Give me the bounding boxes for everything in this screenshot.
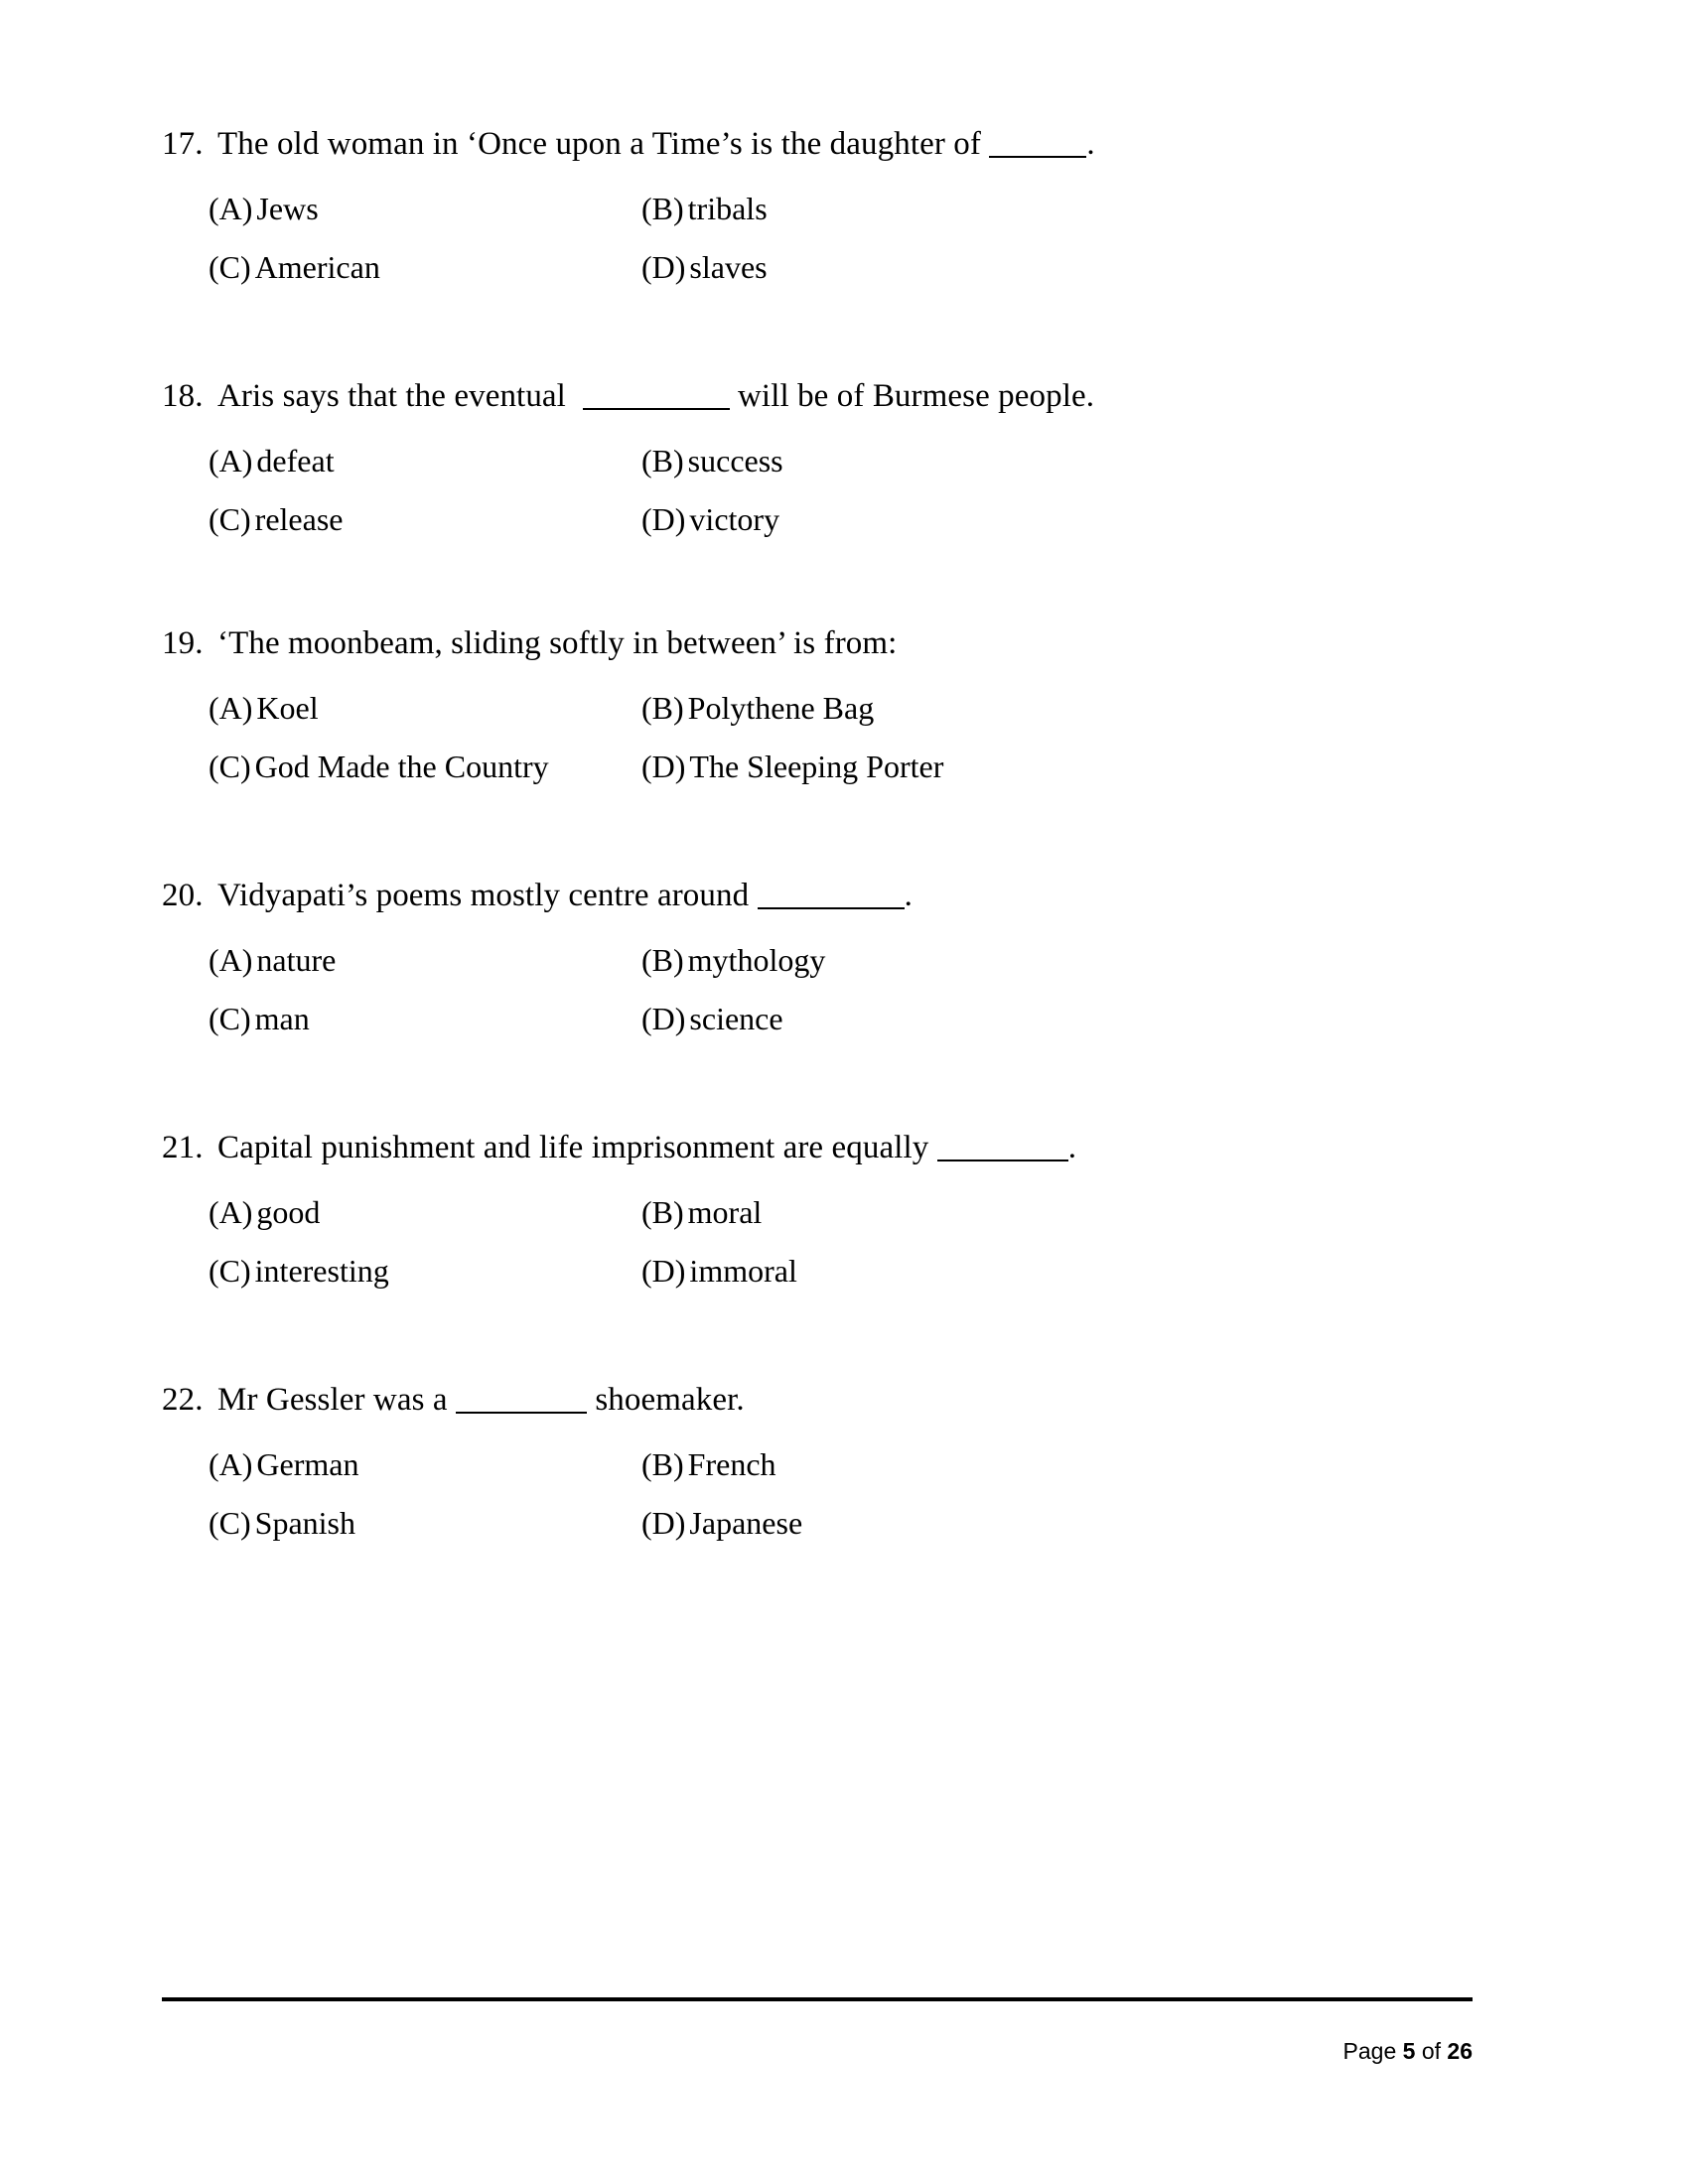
option-label: immoral	[689, 1252, 797, 1289]
option-label: The Sleeping Porter	[689, 748, 944, 784]
question-text-after-blank: .	[904, 878, 913, 914]
footer-prefix: Page	[1342, 2038, 1403, 2064]
footer-current-page: 5	[1402, 2038, 1416, 2064]
option-label: God Made the Country	[254, 748, 549, 784]
question-text-before-blank: Vidyapati’s poems mostly centre around	[217, 878, 758, 914]
question-text-after-blank: .	[1067, 1130, 1077, 1166]
option-label: Polythene Bag	[687, 690, 875, 727]
option-key: (B)	[641, 191, 684, 227]
page-number-label	[162, 2011, 1473, 2092]
options-row	[209, 1504, 1473, 1542]
question-line	[162, 371, 1473, 416]
option-a[interactable]	[209, 442, 641, 479]
question-line	[162, 119, 1473, 164]
option-a[interactable]	[209, 1445, 641, 1483]
options-row	[209, 1000, 1473, 1037]
option-label: success	[687, 443, 783, 479]
option-key: (A)	[209, 690, 253, 727]
options-row	[209, 689, 1473, 727]
options-group	[162, 1193, 1473, 1290]
question-text	[217, 623, 897, 663]
option-b[interactable]	[641, 1193, 1473, 1231]
options-row	[209, 248, 1473, 286]
options-row	[209, 1252, 1473, 1290]
footer-total-pages: 26	[1447, 2038, 1473, 2064]
option-label: French	[687, 1446, 776, 1483]
questions-container	[162, 119, 1473, 1542]
option-d[interactable]	[641, 748, 1473, 785]
option-label: defeat	[256, 443, 335, 479]
option-key: (B)	[641, 1446, 684, 1483]
options-group	[162, 689, 1473, 785]
question-block	[162, 1375, 1473, 1542]
option-a[interactable]	[209, 190, 641, 227]
option-label: victory	[689, 500, 780, 537]
option-key: (C)	[209, 1504, 251, 1541]
option-key: (D)	[641, 748, 686, 784]
footer-divider	[162, 1997, 1473, 2001]
question-number: 19.	[162, 625, 204, 662]
option-key: (A)	[209, 443, 253, 479]
question-text-after-blank: shoemaker.	[586, 1382, 745, 1419]
question-block	[162, 1123, 1473, 1290]
question-text	[217, 1123, 1076, 1167]
options-group	[162, 941, 1473, 1037]
question-number: 21.	[162, 1130, 204, 1166]
option-key: (C)	[209, 748, 251, 784]
options-row	[209, 190, 1473, 227]
option-key: (D)	[641, 1000, 686, 1036]
options-row	[209, 442, 1473, 479]
option-key: (D)	[641, 500, 686, 537]
question-line	[162, 1375, 1473, 1420]
question-text-after-blank: .	[1086, 126, 1095, 162]
option-label: mythology	[687, 942, 826, 979]
question-block	[162, 623, 1473, 785]
question-number: 18.	[162, 378, 204, 415]
question-text	[217, 371, 1094, 416]
option-label: Jews	[256, 191, 319, 227]
answer-blank[interactable]	[456, 1379, 587, 1414]
option-label: interesting	[254, 1252, 389, 1289]
options-row	[209, 1193, 1473, 1231]
option-label: German	[256, 1446, 359, 1483]
options-group	[162, 190, 1473, 286]
option-a[interactable]	[209, 941, 641, 979]
option-key: (D)	[641, 248, 686, 285]
option-b[interactable]	[641, 190, 1473, 227]
option-key: (B)	[641, 1194, 684, 1231]
question-text	[217, 119, 1095, 164]
question-text-before-blank: ‘The moonbeam, sliding softly in between’ is from:	[217, 625, 898, 662]
question-line	[162, 871, 1473, 915]
option-key: (A)	[209, 1194, 253, 1231]
option-key: (A)	[209, 191, 253, 227]
answer-blank[interactable]	[937, 1127, 1068, 1161]
option-label: slaves	[689, 248, 768, 285]
options-row	[209, 748, 1473, 785]
footer-separator: of	[1415, 2038, 1448, 2064]
option-d[interactable]	[641, 1000, 1473, 1037]
option-label: nature	[256, 942, 337, 979]
option-a[interactable]	[209, 1193, 641, 1231]
question-number: 17.	[162, 126, 204, 162]
option-key: (B)	[641, 942, 684, 979]
answer-blank[interactable]	[758, 875, 905, 909]
answer-blank[interactable]	[989, 123, 1086, 158]
question-block	[162, 371, 1473, 538]
question-line	[162, 623, 1473, 663]
options-row	[209, 1445, 1473, 1483]
question-text-before-blank: Capital punishment and life imprisonment are equally	[217, 1130, 937, 1166]
option-label: Japanese	[689, 1504, 803, 1541]
question-text	[217, 871, 913, 915]
question-text	[217, 1375, 745, 1420]
option-key: (D)	[641, 1252, 686, 1289]
question-text-after-blank: will be of Burmese people.	[729, 378, 1095, 415]
option-label: science	[689, 1000, 783, 1036]
option-d[interactable]	[641, 248, 1473, 286]
option-c[interactable]	[209, 1504, 641, 1542]
option-label: release	[254, 500, 344, 537]
option-c[interactable]	[209, 1000, 641, 1037]
option-d[interactable]	[641, 1504, 1473, 1542]
option-c[interactable]	[209, 748, 641, 785]
option-b[interactable]	[641, 1445, 1473, 1483]
answer-blank[interactable]	[583, 375, 730, 410]
option-d[interactable]	[641, 1252, 1473, 1290]
option-label: American	[254, 248, 380, 285]
option-key: (D)	[641, 1504, 686, 1541]
option-label: moral	[687, 1194, 763, 1231]
question-text-before-blank: Aris says that the eventual	[217, 378, 583, 415]
question-number: 20.	[162, 878, 204, 914]
option-label: tribals	[687, 191, 768, 227]
question-text-before-blank: Mr Gessler was a	[217, 1382, 456, 1419]
options-row	[209, 500, 1473, 538]
option-key: (B)	[641, 690, 684, 727]
option-b[interactable]	[641, 941, 1473, 979]
option-b[interactable]	[641, 442, 1473, 479]
option-label: man	[254, 1000, 310, 1036]
options-group	[162, 1445, 1473, 1542]
option-label: Spanish	[254, 1504, 355, 1541]
question-text-before-blank: The old woman in ‘Once upon a Time’s is the daughter of	[217, 126, 990, 162]
option-c[interactable]	[209, 248, 641, 286]
question-line	[162, 1123, 1473, 1167]
option-key: (C)	[209, 248, 251, 285]
option-key: (C)	[209, 1000, 251, 1036]
option-key: (C)	[209, 1252, 251, 1289]
option-key: (B)	[641, 443, 684, 479]
options-row	[209, 941, 1473, 979]
option-c[interactable]	[209, 1252, 641, 1290]
question-number: 22.	[162, 1382, 204, 1419]
page-footer	[162, 1997, 1473, 2092]
question-block	[162, 871, 1473, 1037]
option-a[interactable]	[209, 689, 641, 727]
question-block	[162, 119, 1473, 286]
option-b[interactable]	[641, 689, 1473, 727]
option-d[interactable]	[641, 500, 1473, 538]
options-group	[162, 442, 1473, 538]
option-label: good	[256, 1194, 321, 1231]
option-c[interactable]	[209, 500, 641, 538]
option-key: (A)	[209, 942, 253, 979]
option-label: Koel	[256, 690, 319, 727]
option-key: (C)	[209, 500, 251, 537]
option-key: (A)	[209, 1446, 253, 1483]
